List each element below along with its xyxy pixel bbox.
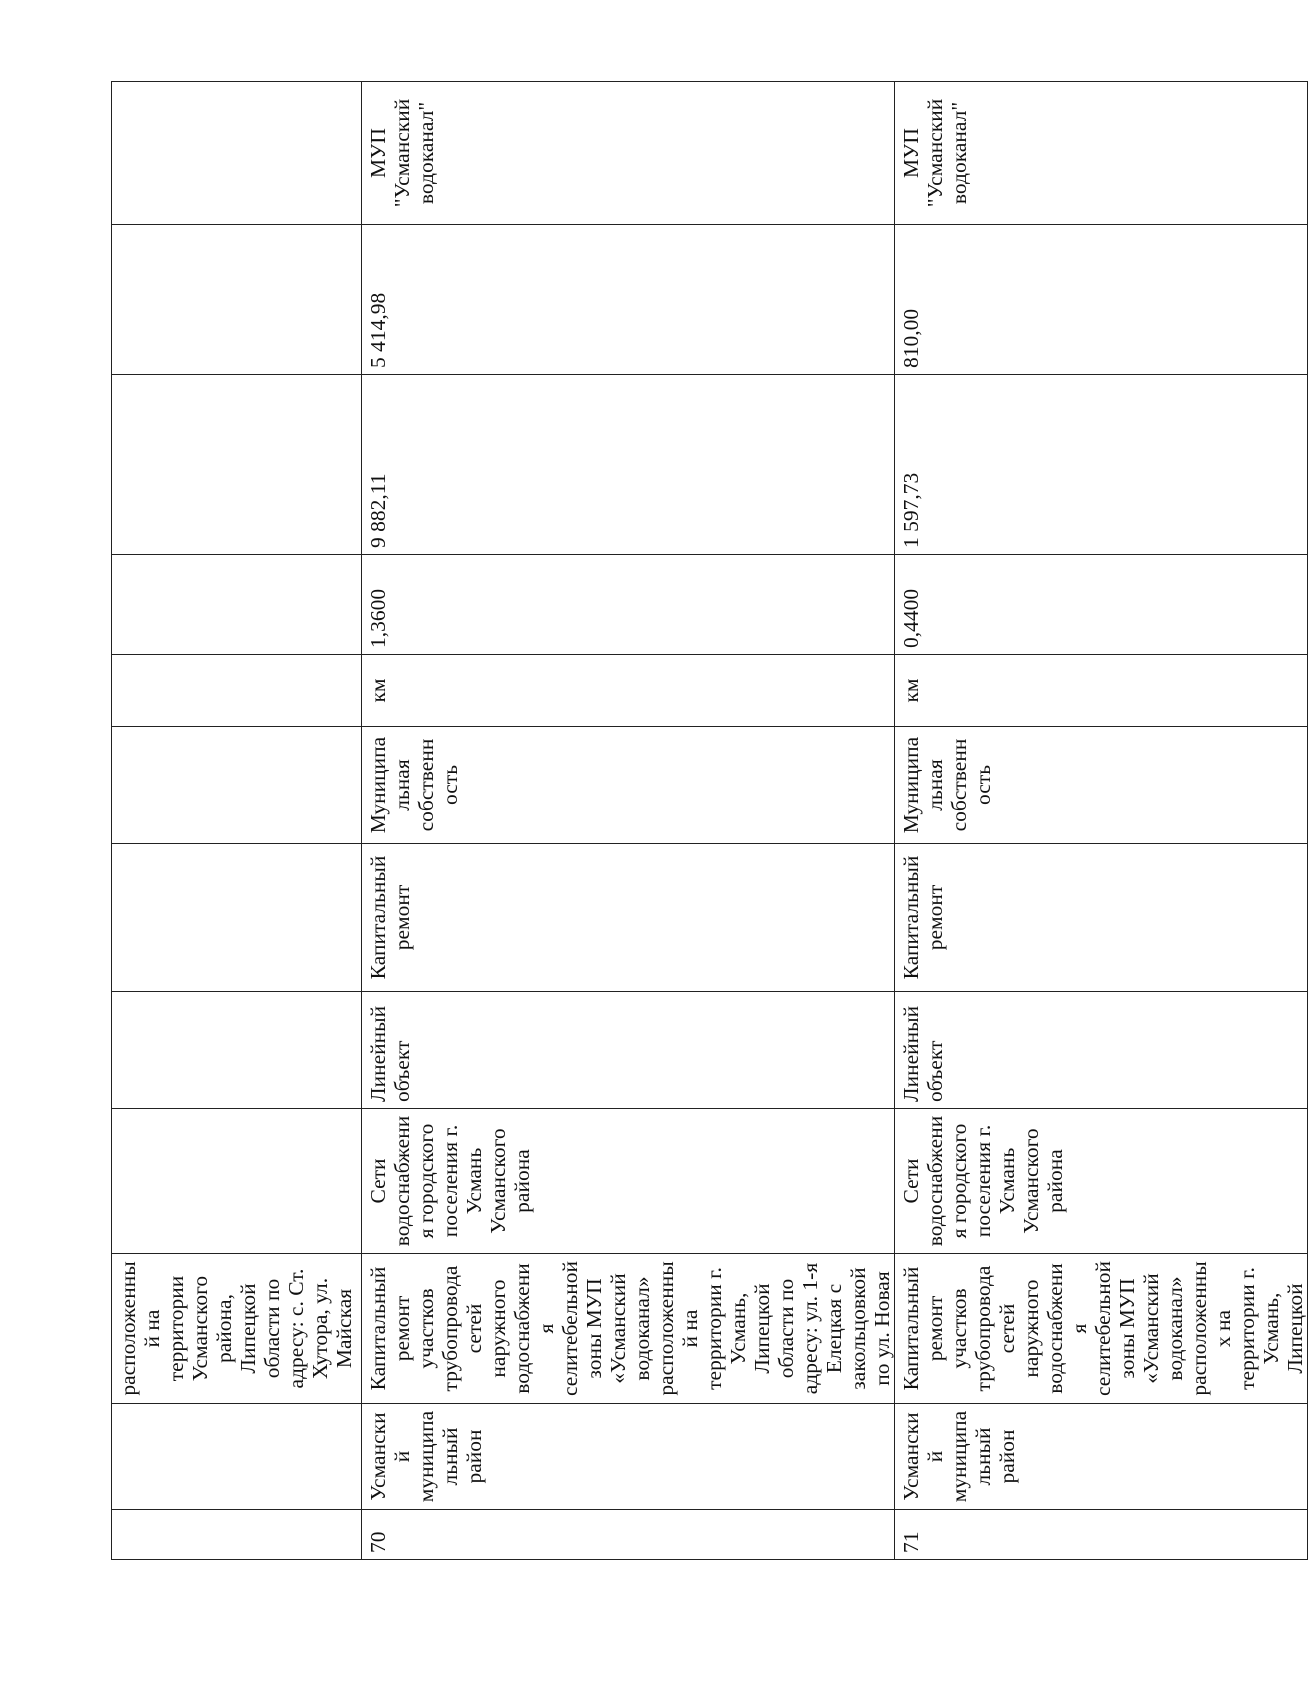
cost-cell: 810,00 <box>895 225 1308 375</box>
work-cell: Капитальный ремонт <box>895 844 1308 992</box>
district-cell: Усманский муниципальный район <box>895 1404 1308 1510</box>
cost-cell <box>112 225 362 375</box>
row-number: 70 <box>362 1510 895 1560</box>
object-cell: Сети водоснабжения городского поселения г. Усмань Усманского района <box>362 1109 895 1254</box>
work-cell: Капитальный ремонт <box>362 844 895 992</box>
table-row <box>895 82 1308 1560</box>
unit-cell <box>112 655 362 727</box>
description-cell: Капитальный ремонт участков трубопровода сетей наружного водоснабжения селитебельной зоны МУП «Усманский водоканал» расположенный на территории г. Усмань, Липецкой области по адресу: ул. 1-я Елецкая с закольцовкой по ул. Новая <box>362 1254 895 1404</box>
district-cell: Усманский муниципальный район <box>362 1404 895 1510</box>
investment-table <box>111 81 1308 1560</box>
row-number <box>112 1510 362 1560</box>
type-cell: Линейный объект <box>895 992 1308 1109</box>
quantity-cell <box>112 555 362 655</box>
organization-cell: МУП "Усманский водоканал" <box>895 82 1308 225</box>
type-cell <box>112 992 362 1109</box>
unit-cell: км <box>362 655 895 727</box>
quantity-cell: 0,4400 <box>895 555 1308 655</box>
description-cell: Капитальный ремонт участков трубопровода сетей наружного водоснабжения селитебельной зоны МУП «Усманский водоканал» расположенных на территории г. Усмань, Липецкой <box>895 1254 1308 1404</box>
unit-cell: км <box>895 655 1308 727</box>
ownership-cell <box>112 727 362 844</box>
quantity-cell: 1,3600 <box>362 555 895 655</box>
organization-cell: МУП "Усманский водоканал" <box>362 82 895 225</box>
table-row <box>362 82 895 1560</box>
type-cell: Линейный объект <box>362 992 895 1109</box>
rotated-page <box>111 82 1307 1560</box>
cost-cell: 9 882,11 <box>362 375 895 555</box>
district-cell <box>112 1404 362 1510</box>
cost-cell: 5 414,98 <box>362 225 895 375</box>
row-number: 71 <box>895 1510 1308 1560</box>
ownership-cell: Муниципальная собственность <box>362 727 895 844</box>
table-row <box>112 82 362 1560</box>
object-cell <box>112 1109 362 1254</box>
work-cell <box>112 844 362 992</box>
ownership-cell: Муниципальная собственность <box>895 727 1308 844</box>
cost-cell <box>112 375 362 555</box>
object-cell: Сети водоснабжения городского поселения г. Усмань Усманского района <box>895 1109 1308 1254</box>
cost-cell: 1 597,73 <box>895 375 1308 555</box>
description-cell: расположенный на территории Усманского района, Липецкой области по адресу: с. Ст. Хутора, ул. Майская <box>112 1254 362 1404</box>
organization-cell <box>112 82 362 225</box>
